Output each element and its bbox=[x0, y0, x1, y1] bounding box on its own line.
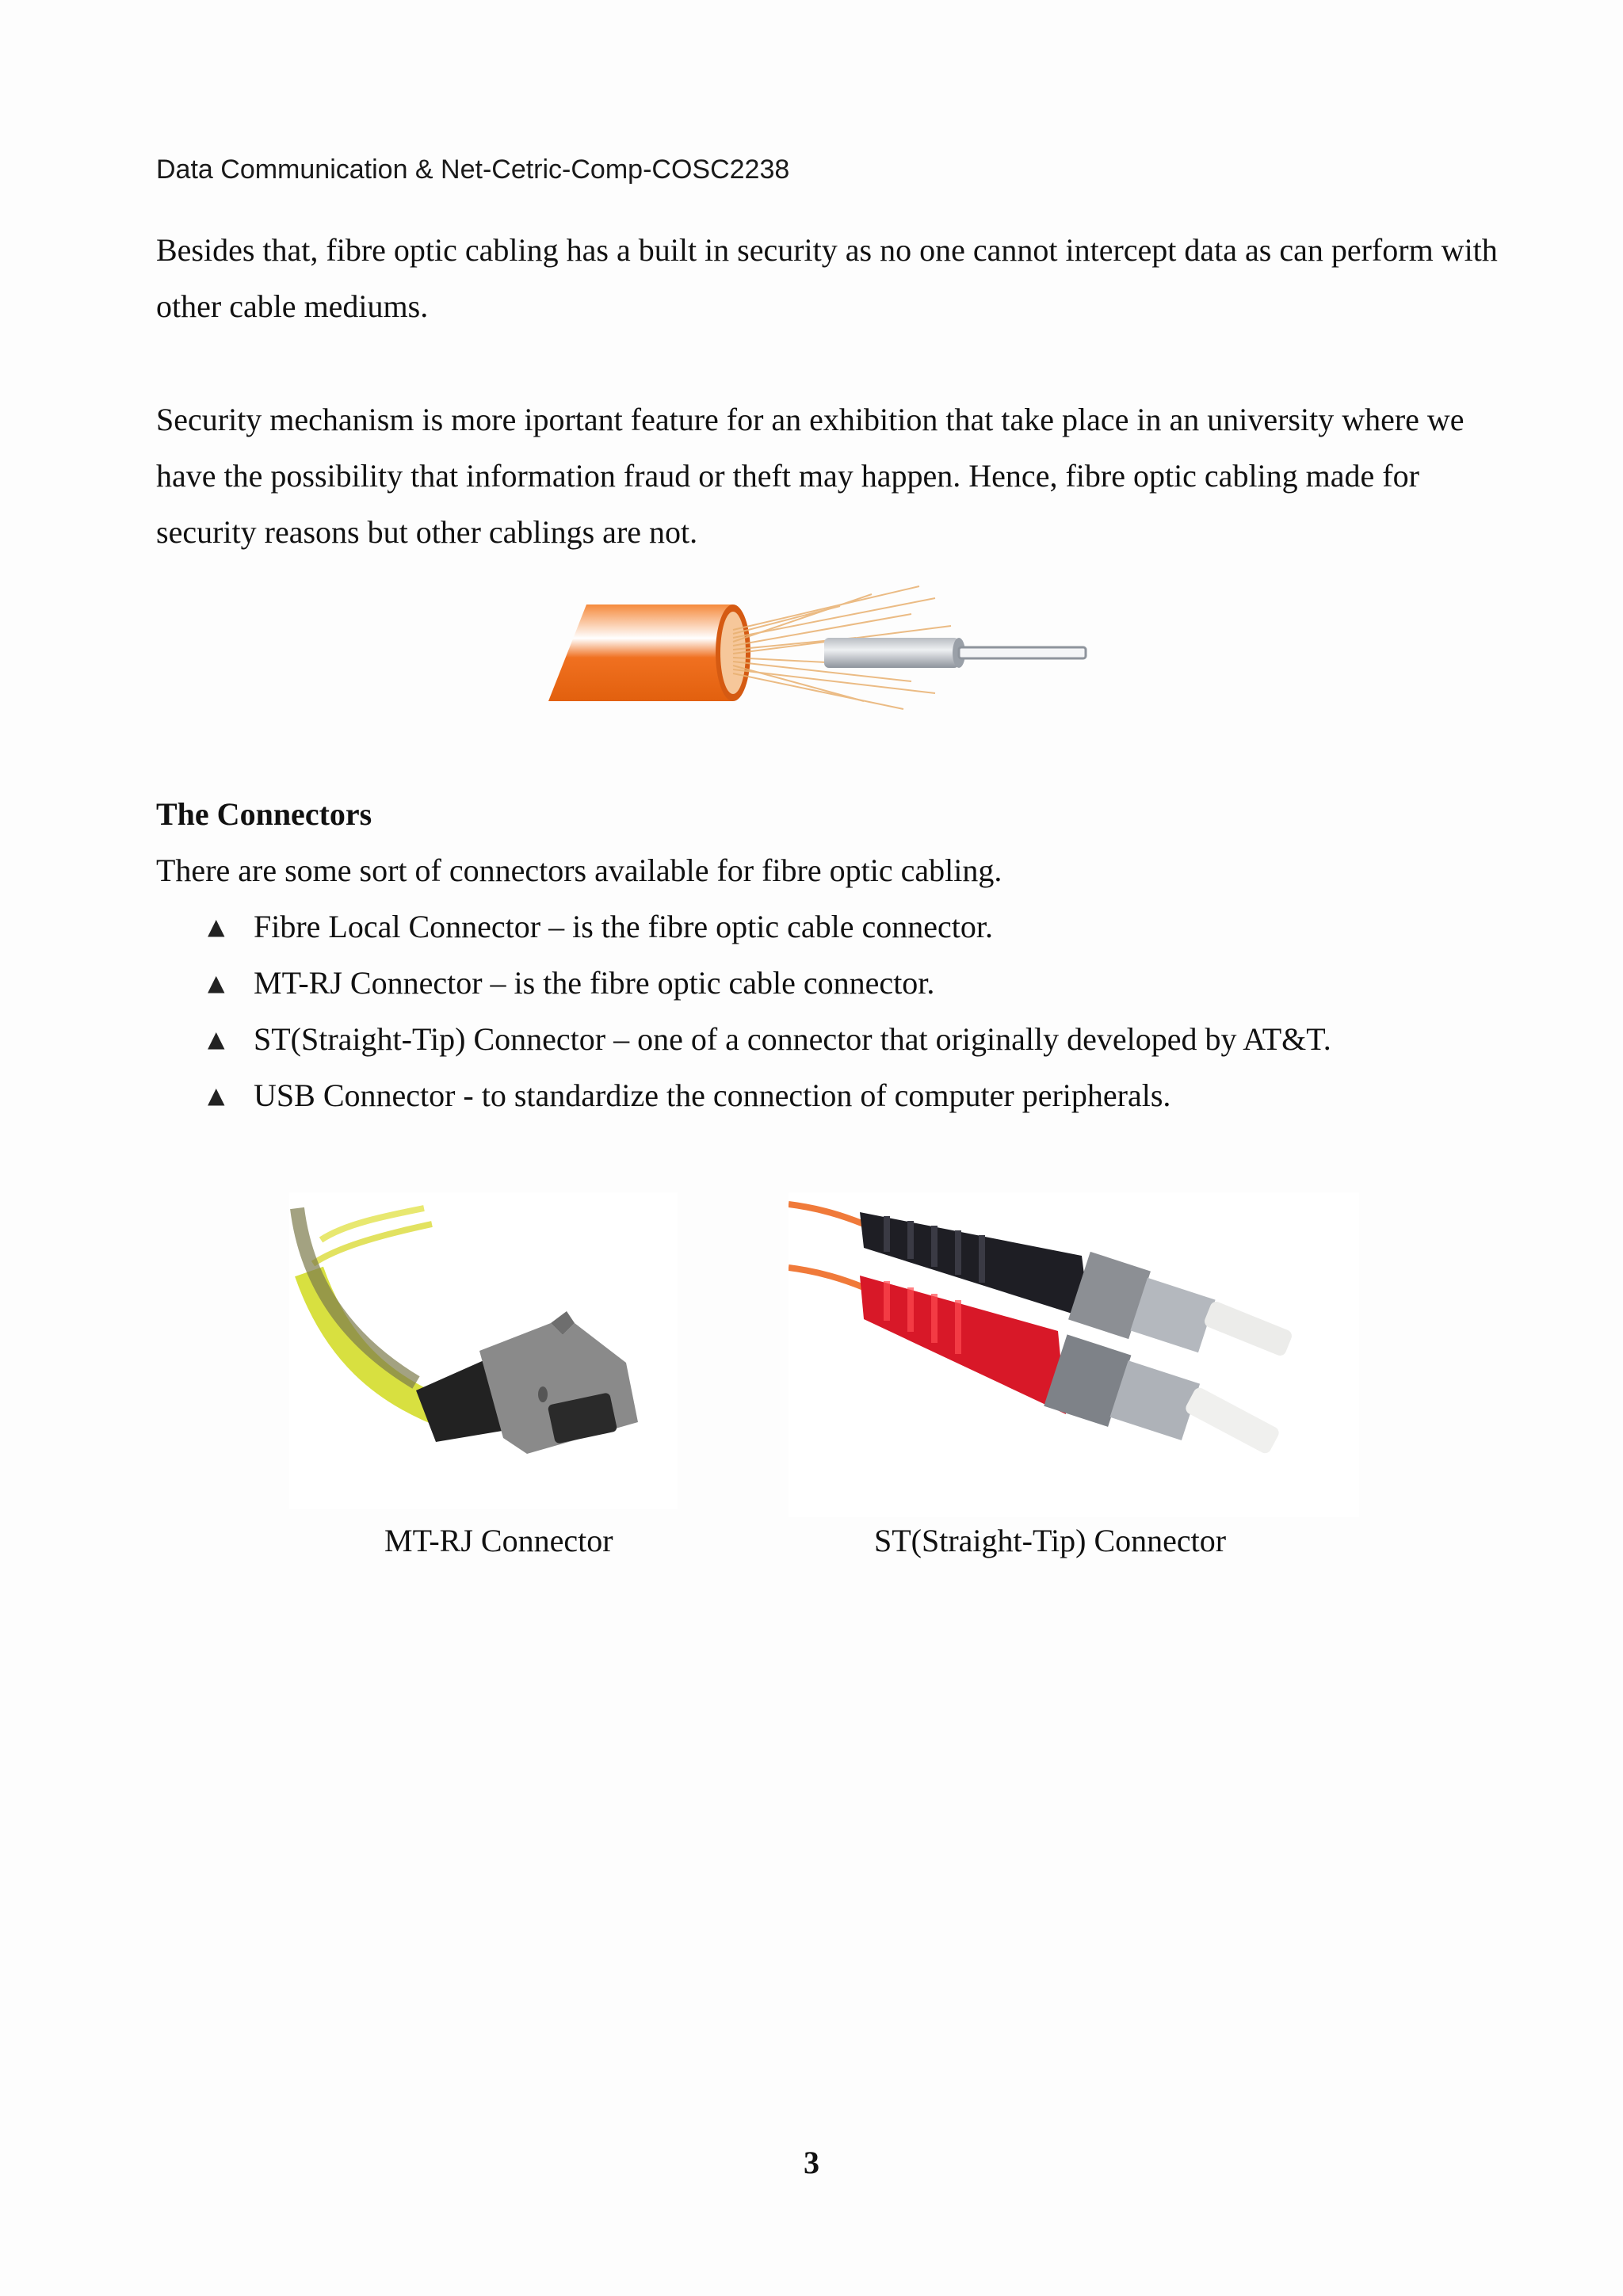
st-connector-image bbox=[789, 1192, 1359, 1517]
list-item bbox=[208, 1011, 1331, 1067]
section-heading-connectors: The Connectors bbox=[156, 796, 372, 832]
connectors-intro: There are some sort of connectors available for fibre optic cabling. bbox=[156, 852, 1002, 888]
list-item-label: ST(Straight-Tip) Connector – one of a connector that originally developed by AT&T. bbox=[254, 1021, 1331, 1057]
list-item-label: MT-RJ Connector – is the fibre optic cable connector. bbox=[254, 965, 935, 1001]
list-item-label: Fibre Local Connector – is the fibre optic cable connector. bbox=[254, 909, 994, 944]
connector-list bbox=[208, 898, 1331, 1123]
mtrj-connector-image bbox=[289, 1192, 678, 1509]
triangle-bullet-icon: ▲ bbox=[208, 913, 225, 940]
paragraph-security-mechanism: Security mechanism is more iportant feature for an exhibition that take place in an university where we have the possibility that information fraud or theft may happen. Hence, fibre optic cabling made for security reasons but other cablings are not. bbox=[156, 402, 1465, 550]
fibre-optic-cable-image bbox=[539, 582, 1109, 721]
list-item bbox=[208, 955, 1331, 1011]
page-number: 3 bbox=[804, 2145, 819, 2180]
triangle-bullet-icon: ▲ bbox=[208, 970, 225, 996]
running-header: Data Communication & Net-Cetric-Comp-COSC2238 bbox=[156, 154, 790, 185]
mtrj-caption: MT-RJ Connector bbox=[384, 1523, 613, 1558]
triangle-bullet-icon: ▲ bbox=[208, 1082, 225, 1108]
triangle-bullet-icon: ▲ bbox=[208, 1026, 225, 1052]
paragraph-security-intro: Besides that, fibre optic cabling has a built in security as no one cannot intercept data as can perform with other cable mediums. bbox=[156, 232, 1498, 324]
list-item bbox=[208, 1067, 1331, 1123]
list-item bbox=[208, 898, 1331, 955]
list-item-label: USB Connector - to standardize the connection of computer peripherals. bbox=[254, 1077, 1171, 1113]
st-caption: ST(Straight-Tip) Connector bbox=[874, 1523, 1227, 1558]
